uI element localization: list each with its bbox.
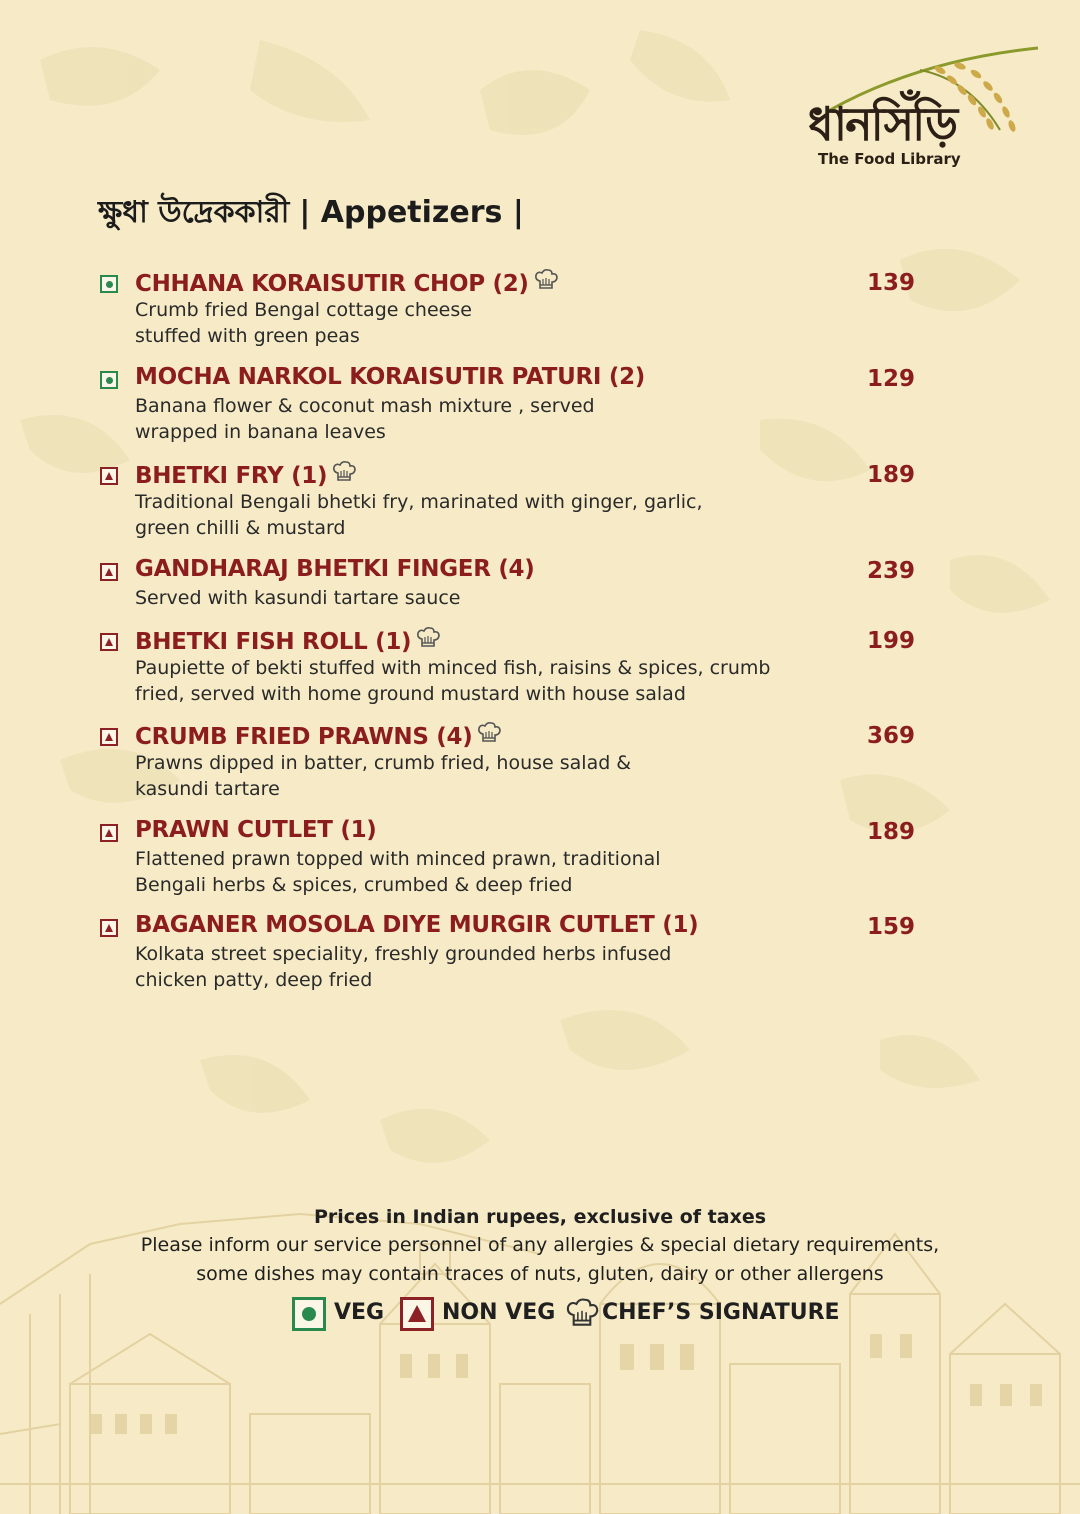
item-price: 189 (867, 819, 916, 845)
allergy-note-line-2: some dishes may contain traces of nuts, gluten, dairy or other allergens (196, 1263, 884, 1285)
veg-legend-icon (292, 1297, 326, 1331)
legend (292, 1297, 852, 1335)
item-name: CRUMB FRIED PRAWNS (4) (135, 721, 502, 750)
chef-hat-icon (415, 626, 441, 652)
footer-notes (0, 1203, 1080, 1289)
item-description: Prawns dipped in batter, crumb fried, house salad & kasundi tartare (135, 752, 632, 800)
nonveg-icon (100, 919, 118, 937)
nonveg-legend-icon (400, 1297, 434, 1331)
item-name: MOCHA NARKOL KORAISUTIR PATURI (2) (135, 364, 645, 390)
item-price: 159 (867, 914, 916, 940)
chef-hat-icon (476, 721, 502, 747)
nonveg-icon (100, 563, 118, 581)
chef-hat-icon (331, 460, 357, 486)
item-name: PRAWN CUTLET (1) (135, 817, 377, 843)
chef-hat-icon (533, 268, 559, 294)
item-name: BAGANER MOSOLA DIYE MURGIR CUTLET (1) (135, 912, 699, 938)
nonveg-icon (100, 728, 118, 746)
item-description: Banana flower & coconut mash mixture , served wrapped in banana leaves (135, 395, 595, 443)
logo-tagline: The Food Library (818, 150, 961, 168)
chef-hat-icon (564, 1297, 600, 1333)
allergy-note-line-1: Please inform our service personnel of any allergies & special dietary requirements, (140, 1234, 940, 1256)
item-name: GANDHARAJ BHETKI FINGER (4) (135, 556, 535, 582)
item-description: Flattened prawn topped with minced prawn, traditional Bengali herbs & spices, crumbed & deep fried (135, 848, 661, 896)
item-description: Kolkata street speciality, freshly grounded herbs infused chicken patty, deep fried (135, 943, 672, 991)
restaurant-logo (800, 40, 1050, 180)
item-description: Crumb fried Bengal cottage cheese stuffed with green peas (135, 299, 472, 347)
item-price: 129 (867, 366, 916, 392)
nonveg-icon (100, 633, 118, 651)
price-note: Prices in Indian rupees, exclusive of taxes (313, 1206, 767, 1228)
section-title-bengali: ক্ষুধা উদ্রেককারী (98, 195, 290, 230)
item-price: 239 (867, 558, 916, 584)
section-title-english: | Appetizers | (299, 195, 524, 230)
item-price: 199 (867, 628, 916, 654)
item-description: Traditional Bengali bhetki fry, marinated with ginger, garlic, green chilli & mustard (135, 491, 703, 539)
item-price: 369 (867, 723, 916, 749)
item-description: Served with kasundi tartare sauce (135, 587, 461, 609)
item-name: CHHANA KORAISUTIR CHOP (2) (135, 268, 559, 297)
veg-legend-label: VEG (334, 1300, 385, 1325)
item-price: 139 (867, 270, 916, 296)
nonveg-icon (100, 824, 118, 842)
nonveg-icon (100, 467, 118, 485)
veg-icon (100, 371, 118, 389)
item-name: BHETKI FISH ROLL (1) (135, 626, 441, 655)
item-price: 189 (867, 462, 916, 488)
item-name: BHETKI FRY (1) (135, 460, 357, 489)
section-heading (98, 188, 524, 239)
item-description: Paupiette of bekti stuffed with minced fish, raisins & spices, crumb fried, served with home ground mustard with house salad (135, 657, 771, 705)
veg-icon (100, 275, 118, 293)
nonveg-legend-label: NON VEG (442, 1300, 556, 1325)
logo-wordmark: ধানসিঁড়ি (808, 97, 957, 151)
chef-legend-label: CHEF’S SIGNATURE (602, 1300, 840, 1325)
